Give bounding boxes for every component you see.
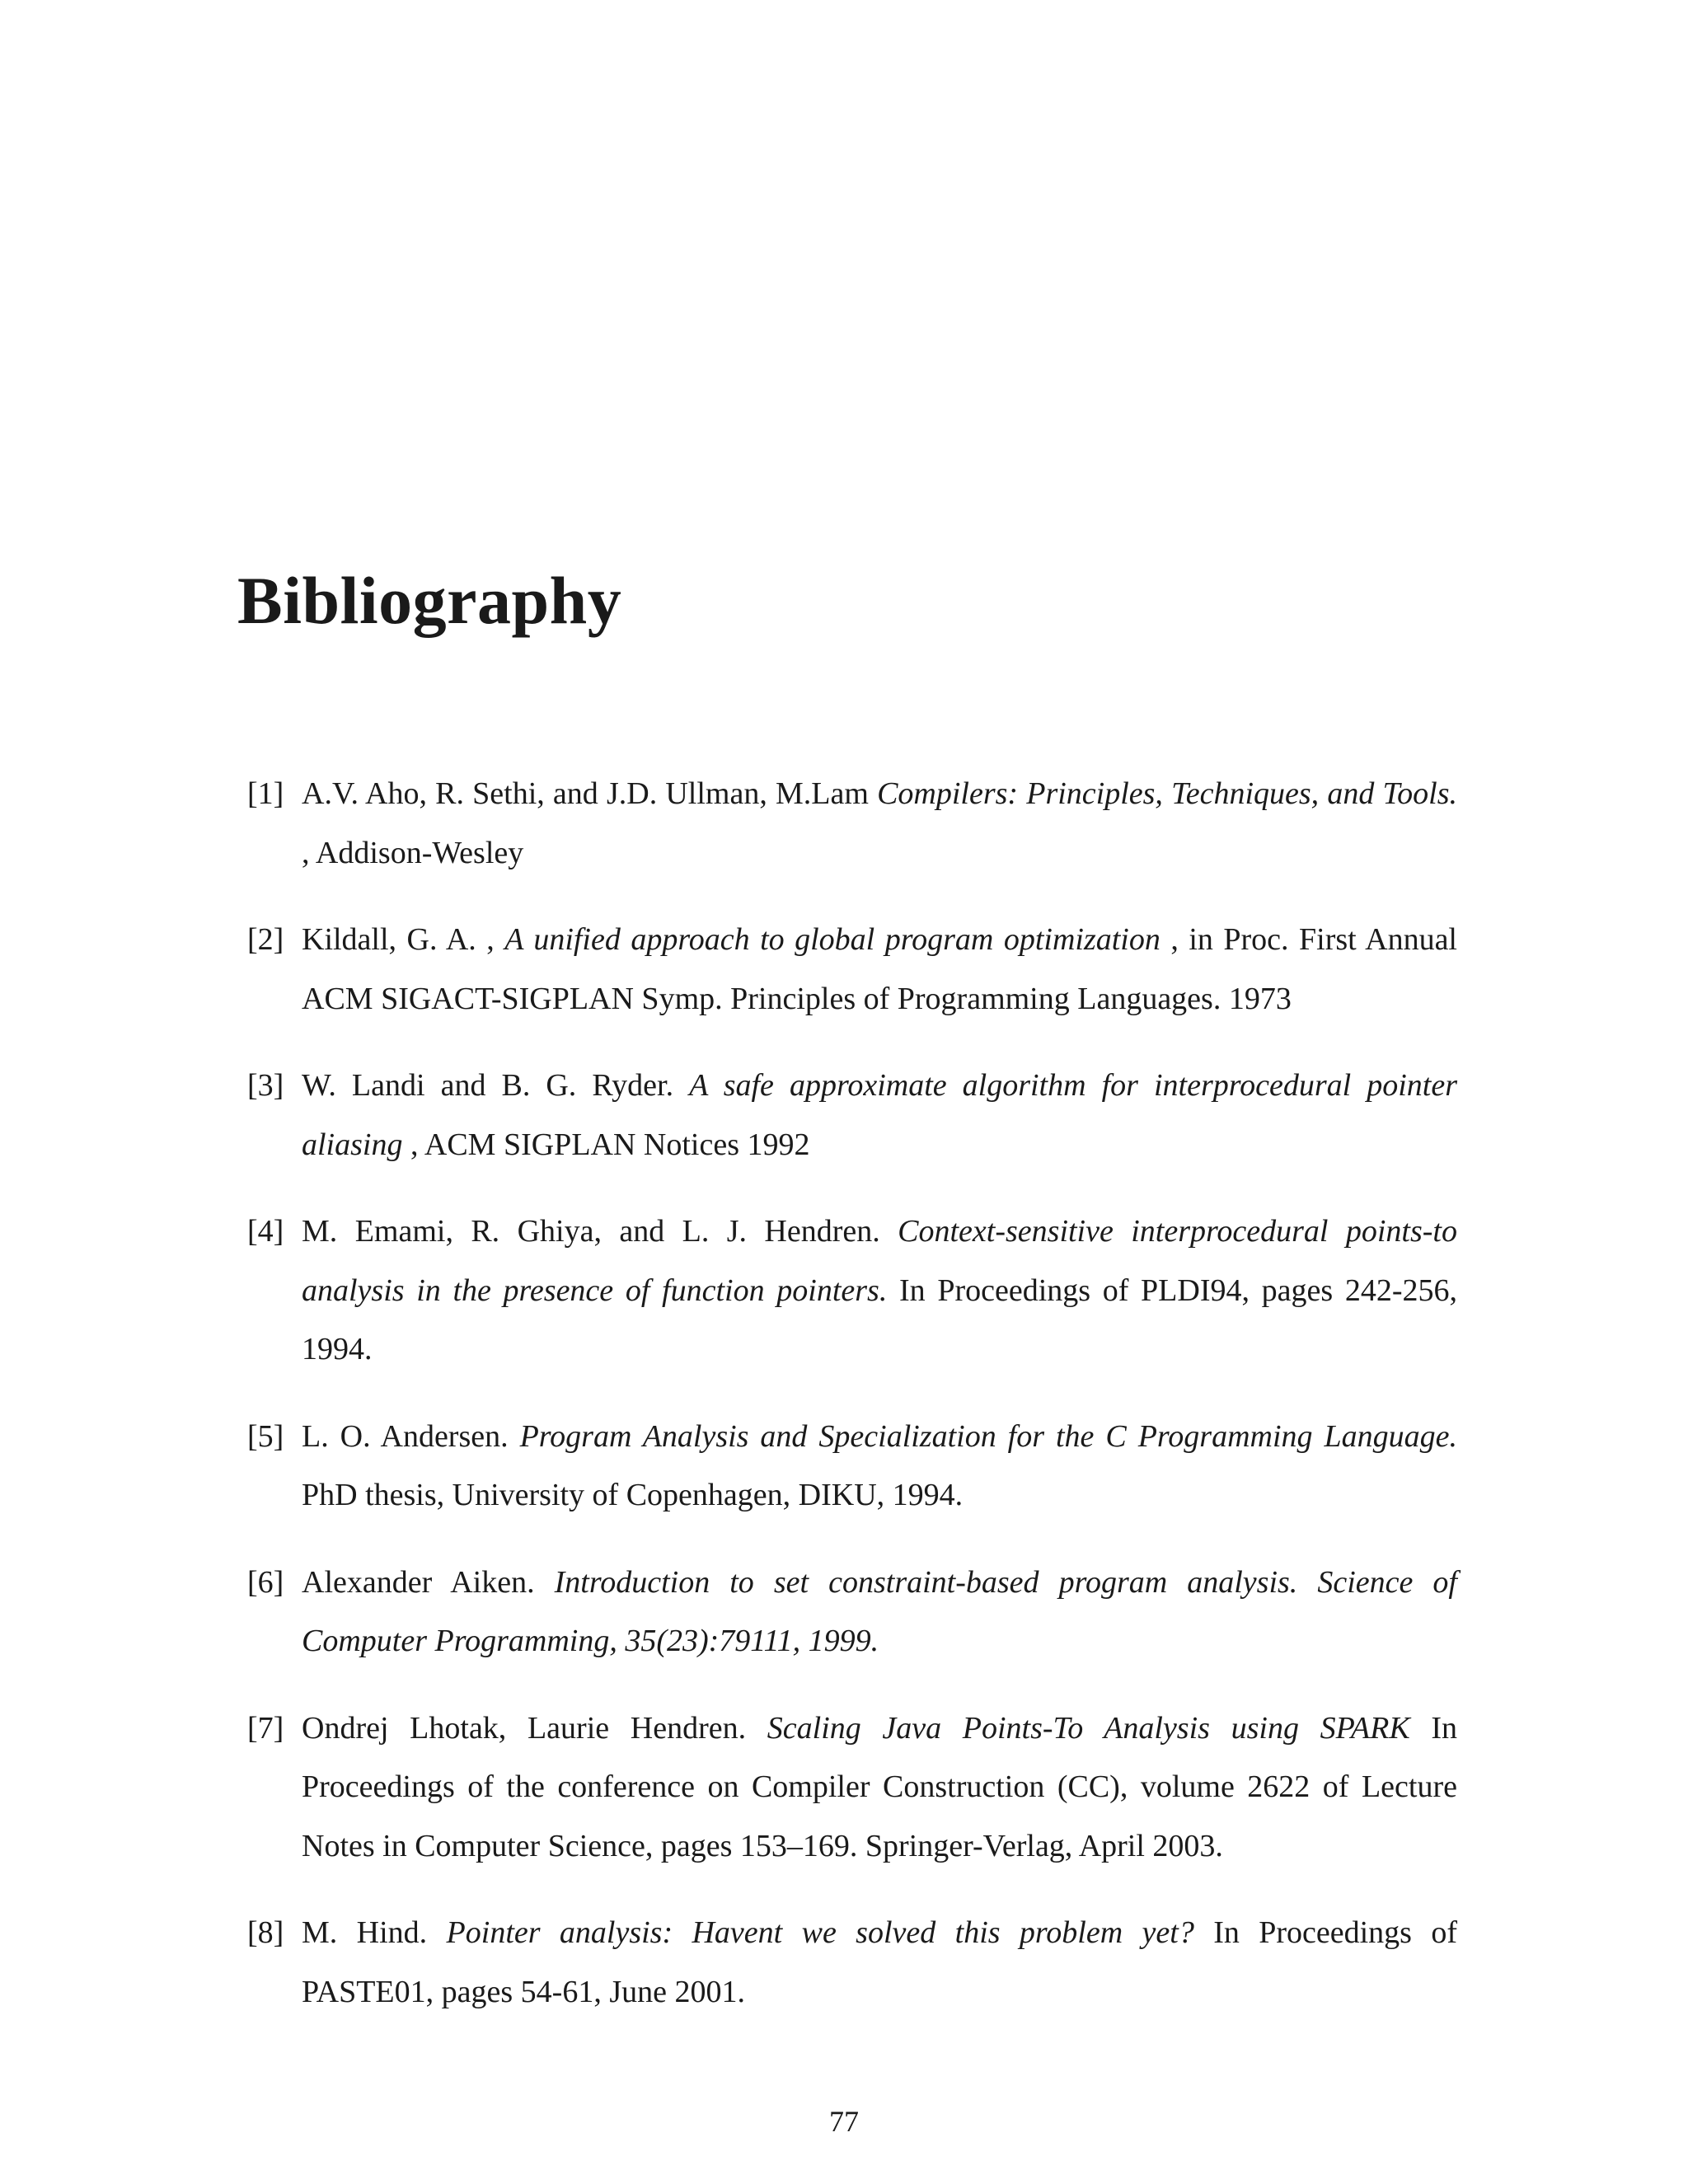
reference-title: A safe approximate algorithm for interprocedural pointer aliasing (302, 1068, 1458, 1162)
reference-authors: M. Hind. (302, 1915, 447, 1950)
reference-details: PhD thesis, University of Copenhagen, DIKU, 1994. (302, 1478, 964, 1512)
reference-title: Context-sensitive interprocedural points-to analysis in the presence of function pointers. (302, 1214, 1457, 1308)
reference-number: [2] (247, 922, 284, 957)
reference-authors: W. Landi and B. G. Ryder. (302, 1068, 690, 1103)
reference-entry (247, 1057, 1457, 1174)
reference-entry (247, 911, 1457, 1029)
reference-details: In Proceedings of PASTE01, pages 54-61, June 2001. (302, 1915, 1457, 2009)
reference-authors: Alexander Aiken. (302, 1564, 555, 1600)
reference-authors: Kildall, G. A. , (302, 922, 505, 957)
reference-entry (247, 1904, 1457, 2022)
reference-title: Introduction to set constraint-based program analysis. Science of Computer Programming, 35(23):79111, 1999. (302, 1564, 1457, 1658)
reference-title: Scaling Java Points-To Analysis using SPARK (767, 1710, 1410, 1746)
reference-entry (247, 765, 1457, 883)
reference-authors: A.V. Aho, R. Sethi, and J.D. Ullman, M.Lam (302, 776, 878, 811)
chapter-title: Bibliography (237, 563, 622, 638)
reference-authors: L. O. Andersen. (302, 1418, 520, 1454)
reference-details: In Proceedings of PLDI94, pages 242-256, 1994. (302, 1272, 1457, 1366)
reference-authors: Ondrej Lhotak, Laurie Hendren. (302, 1710, 767, 1746)
reference-entry (247, 1408, 1457, 1526)
reference-details: , ACM SIGPLAN Notices 1992 (402, 1127, 810, 1162)
bibliography-list (247, 765, 1457, 2050)
reference-number: [3] (247, 1068, 284, 1103)
reference-authors: M. Emami, R. Ghiya, and L. J. Hendren. (302, 1214, 898, 1249)
reference-details: , Addison-Wesley (302, 835, 524, 870)
reference-title: Program Analysis and Specialization for the C Programming Language. (519, 1418, 1457, 1454)
reference-number: [4] (247, 1214, 284, 1249)
reference-number: [1] (247, 776, 284, 811)
reference-title: A unified approach to global program optimization (504, 922, 1160, 957)
reference-details: , in Proc. First Annual ACM SIGACT-SIGPLAN Symp. Principles of Programming Languages. 1973 (302, 922, 1457, 1016)
reference-number: [6] (247, 1564, 284, 1600)
reference-number: [7] (247, 1710, 284, 1746)
page-number: 77 (829, 2105, 859, 2138)
reference-entry (247, 1554, 1457, 1671)
reference-number: [5] (247, 1418, 284, 1454)
reference-details: In Proceedings of the conference on Compiler Construction (CC), volume 2622 of Lecture Notes in Computer Science, pages 153–169. Springer-Verlag, April 2003. (302, 1710, 1457, 1863)
reference-title: Pointer analysis: Havent we solved this problem yet? (446, 1915, 1194, 1950)
reference-title: Compilers: Principles, Techniques, and Tools. (877, 776, 1457, 811)
reference-entry (247, 1699, 1457, 1877)
reference-number: [8] (247, 1915, 284, 1950)
reference-entry (247, 1202, 1457, 1380)
